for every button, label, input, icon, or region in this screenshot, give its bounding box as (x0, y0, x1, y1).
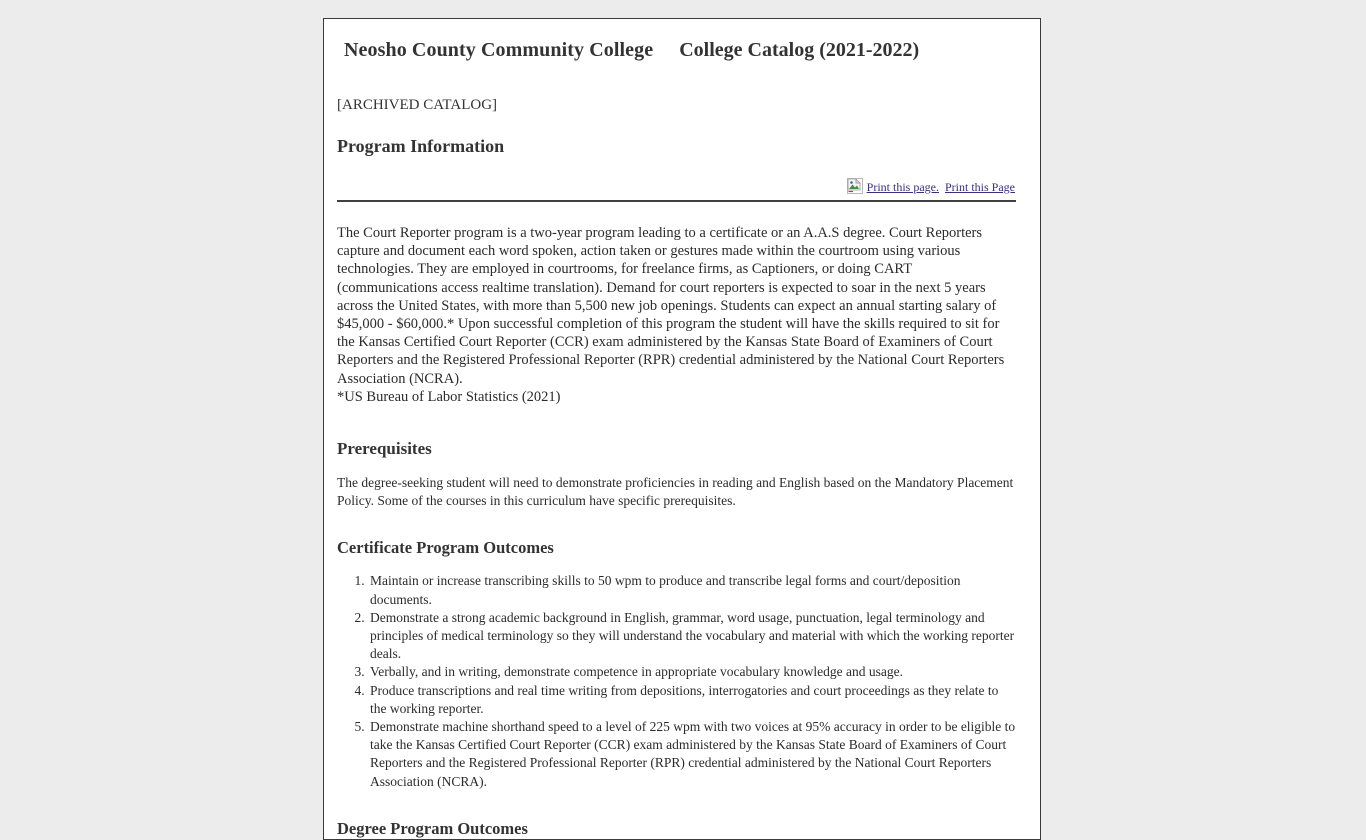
header-divider (337, 200, 1016, 202)
list-item: 5. Demonstrate machine shorthand speed to a level of 225 wpm with two voices at 95% accuracy in order to be eligible to take the Kansas Certified Court Reporter (CCR) exam administered by the Kansas State Board of Examiners of Court Reporters and the Registered Professional Reporter (RPR) credential administered by the National Court Reporters Association (NCRA). (368, 718, 1016, 791)
program-intro-paragraph: The Court Reporter program is a two-year program leading to a certificate or an A.A.S degree. Court Reporters capture and document each word spoken, action taken or gestures made within the courtroom using various technologies. They are employed in courtrooms, for freelance firms, as Captioners, or doing CART (communications access realtime translation). Demand for court reporters is expected to soar in the next 5 years across the United States, with more than 5,500 new job openings. Students can expect an annual starting salary of $45,000 - $60,000.* Upon successful completion of this program the student will have the skills required to sit for the Kansas Certified Court Reporter (CCR) exam administered by the Kansas State Board of Examiners of Court Reporters and the Registered Professional Reporter (RPR) credential administered by the National Court Reporters Association (NCRA). (337, 224, 1005, 387)
prerequisites-heading: Prerequisites (337, 438, 432, 458)
degree-outcomes-heading: Degree Program Outcomes (337, 818, 528, 838)
archived-catalog-tag: [ARCHIVED CATALOG] (337, 97, 498, 113)
institution-name: Neosho County Community College (344, 39, 654, 61)
program-footnote: *US Bureau of Labor Statistics (2021) (337, 388, 561, 405)
catalog-content (324, 62, 1040, 839)
catalog-name: College Catalog (2021-2022) (679, 39, 920, 61)
list-item: 4. Produce transcriptions and real time writing from depositions, interrogatories and court proceedings as they relate to the working reporter. (368, 682, 1016, 718)
broken-image-icon (847, 178, 863, 194)
prerequisites-text: The degree-seeking student will need to demonstrate proficiencies in reading and English based on the Mandatory Placement Policy. Some of the courses in this curriculum have specific prerequisites. (337, 475, 1014, 509)
list-item: 2. Demonstrate a strong academic background in English, grammar, word usage, punctuation, legal terminology and principles of medical terminology so they will understand the vocabulary and material with which the working reporter deals. (368, 609, 1016, 664)
print-bar (337, 178, 1016, 200)
list-item: 1. Maintain or increase transcribing skills to 50 wpm to produce and transcribe legal forms and court/deposition documents. (368, 572, 1016, 608)
catalog-header (324, 19, 1040, 62)
print-page-alt-text[interactable]: Print this page. (866, 179, 939, 194)
list-item: 3. Verbally, and in writing, demonstrate competence in appropriate vocabulary knowledge and usage. (368, 663, 1016, 681)
page-title: Program Information (337, 135, 505, 156)
print-page-link[interactable]: Print this Page (944, 179, 1015, 194)
certificate-outcomes-list (337, 572, 1016, 790)
catalog-page-frame (323, 18, 1041, 840)
certificate-outcomes-heading: Certificate Program Outcomes (337, 538, 554, 558)
